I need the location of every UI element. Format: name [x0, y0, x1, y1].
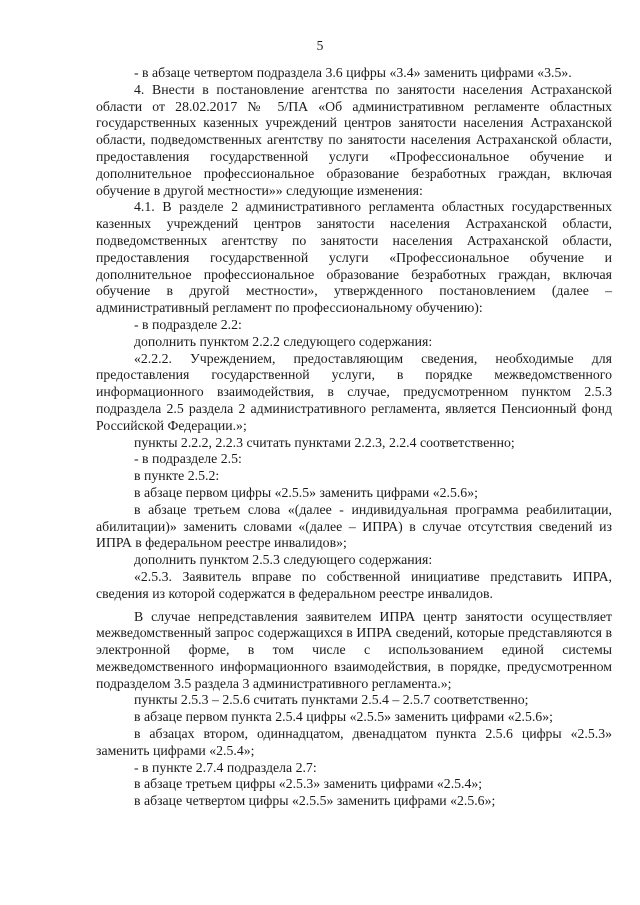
paragraph: в пункте 2.5.2: — [134, 468, 220, 484]
paragraph: «2.2.2. Учреждением, предоставляющим сведения, необходимые для предоставления государственной услуги, в порядке межведомственного информационного взаимодействия, в случае, предусмотренном пунктом 2.5.3 подраздела 2.5 раздела 2 административного регламента, является Пенсионный фонд Российской Федерации.»; — [96, 350, 612, 433]
paragraph: дополнить пунктом 2.5.3 следующего содержания: — [134, 552, 433, 568]
paragraph: - в пункте 2.7.4 подраздела 2.7: — [134, 759, 317, 775]
paragraph: в абзаце первом цифры «2.5.5» заменить цифрами «2.5.6»; — [134, 484, 478, 500]
paragraph: в абзаце третьем слова «(далее - индивидуальная программа реабилитации, абилитации)» заменить словами «(далее – ИПРА) в случае отсутствия сведений из ИПРА в федеральном реестре инвалидов»; — [96, 501, 612, 551]
paragraph: пункты 2.5.3 – 2.5.6 считать пунктами 2.5.4 – 2.5.7 соответственно; — [134, 692, 529, 708]
page-number: 5 — [316, 38, 324, 53]
paragraph: в абзаце первом пункта 2.5.4 цифры «2.5.5» заменить цифрами «2.5.6»; — [134, 709, 553, 725]
paragraph: В случае непредставления заявителем ИПРА центр занятости осуществляет межведомственный запрос содержащихся в ИПРА сведений, которые представляются в электронной форме, в том числе с использованием единой системы межведомственного информационного взаимодействия, в порядке, предусмотренном подразделом 3.5 раздела 3 административного регламента.»; — [96, 608, 612, 691]
paragraph: 4.1. В разделе 2 административного регламента областных государственных казенных учреждений центров занятости населения Астраханской области, подведомственных агентству по занятости населения Астраханской области, предоставления государственной услуги «Профессиональное обучение и дополнительное профессиональное образование безработных граждан, включая обучение в другой местности», утвержденного постановлением (далее – административный регламент по профессиональному обучению): — [96, 199, 612, 316]
paragraph: - в подразделе 2.2: — [134, 316, 242, 332]
paragraph: дополнить пунктом 2.2.2 следующего содержания: — [134, 333, 433, 349]
paragraph: 4. Внести в постановление агентства по занятости населения Астраханской области от 28.02.2017 № 5/ПА «Об административном регламенте областных государственных казенных учреждений центров занятости населения Астраханской области, подведомственных агентству по занятости населения Астраханской области, предоставления государственной услуги «Профессиональное обучение и дополнительное профессиональное образование безработных граждан, включая обучение в другой местности»» следующие изменения: — [96, 81, 612, 198]
paragraph: в абзацах втором, одиннадцатом, двенадцатом пункта 2.5.6 цифры «2.5.3» заменить цифрами «2.5.4»; — [96, 726, 612, 758]
document-body — [96, 65, 612, 810]
paragraph: в абзаце третьем цифры «2.5.3» заменить цифрами «2.5.4»; — [134, 776, 483, 792]
paragraph: в абзаце четвертом цифры «2.5.5» заменить цифрами «2.5.6»; — [134, 793, 496, 809]
paragraph: «2.5.3. Заявитель вправе по собственной инициативе представить ИПРА, сведения из которой содержатся в федеральном реестре инвалидов. — [96, 568, 612, 601]
paragraph: пункты 2.2.2, 2.2.3 считать пунктами 2.2.3, 2.2.4 соответственно; — [134, 434, 515, 450]
paragraph: - в абзаце четвертом подраздела 3.6 цифры «3.4» заменить цифрами «3.5». — [134, 65, 572, 80]
paragraph: - в подразделе 2.5: — [134, 451, 242, 467]
